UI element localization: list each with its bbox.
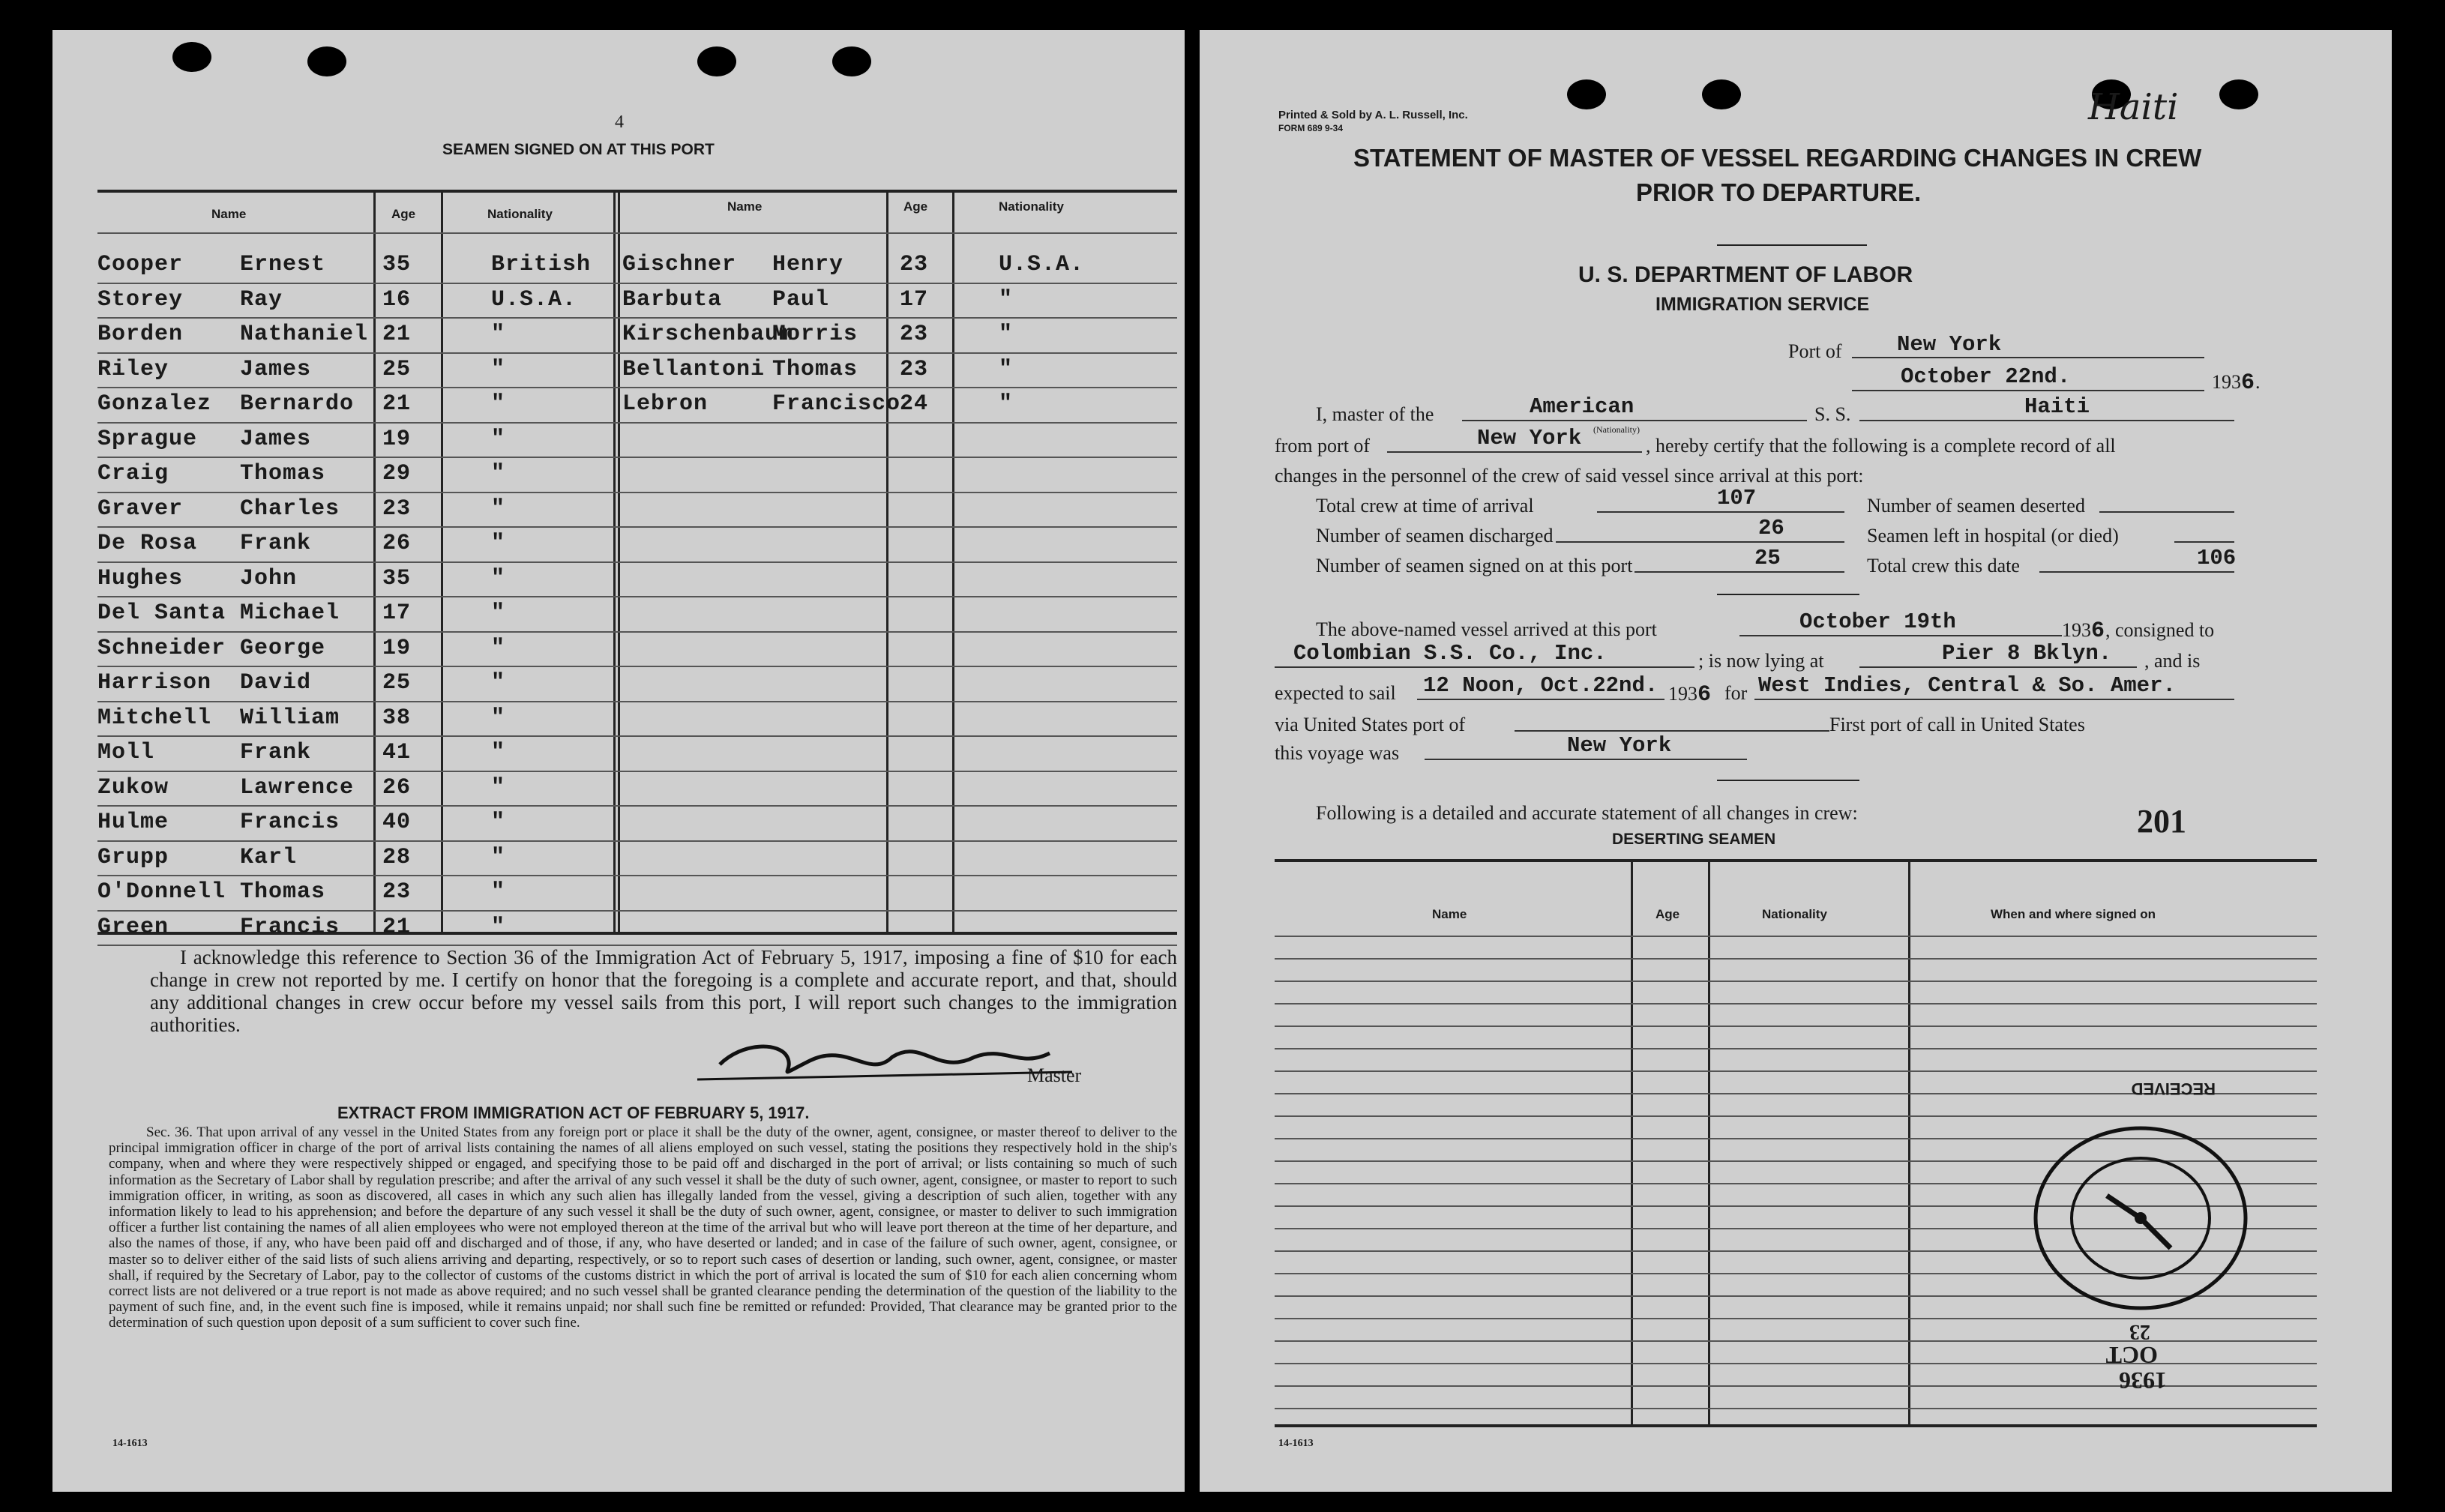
seaman-nationality: "	[491, 600, 506, 626]
seaman-nationality: "	[491, 565, 506, 591]
seaman-nationality: "	[491, 356, 506, 382]
row-rule	[97, 771, 1177, 772]
seaman-age: 23	[900, 252, 929, 277]
seaman-age: 26	[382, 531, 412, 556]
seaman-age: 19	[382, 635, 412, 661]
seaman-last-name: Barbuta	[622, 286, 723, 313]
form-number: FORM 689 9-34	[1278, 123, 1344, 133]
seaman-nationality: "	[999, 322, 1014, 347]
expected-value: 12 Noon, Oct.22nd.	[1423, 673, 1658, 698]
page-number: 4	[615, 112, 624, 132]
seaman-first-name: Ernest	[240, 252, 326, 277]
total-arrival-label: Total crew at time of arrival	[1316, 495, 1534, 516]
seaman-nationality: "	[491, 635, 506, 661]
row-rule	[97, 840, 1177, 842]
seaman-first-name: Henry	[772, 252, 844, 277]
seaman-first-name: George	[240, 635, 326, 661]
underline	[2174, 541, 2234, 543]
nationality-value: American	[1530, 394, 1634, 419]
seaman-last-name: Mitchell	[97, 705, 212, 731]
seaman-last-name: Green	[97, 914, 169, 940]
seaman-nationality: "	[491, 914, 506, 940]
punch-hole	[832, 46, 871, 76]
seaman-nationality: "	[491, 391, 506, 417]
table-row	[1275, 1025, 2317, 1027]
seaman-first-name: Thomas	[240, 879, 326, 905]
lying-value: Pier 8 Bklyn.	[1942, 641, 2112, 666]
seaman-last-name: Graver	[97, 496, 184, 522]
nationality-caption: (Nationality)	[1593, 424, 1640, 435]
seaman-age: 29	[382, 461, 412, 487]
table-top-rule	[97, 190, 1177, 193]
seaman-last-name: Schneider	[97, 635, 226, 661]
seaman-last-name: De Rosa	[97, 531, 198, 556]
seaman-last-name: Zukow	[97, 774, 169, 801]
title-rule	[1717, 244, 1867, 246]
discharged-value: 26	[1758, 516, 1784, 540]
stamp-year: 1936	[2119, 1367, 2167, 1394]
handwritten-note: Haiti	[2088, 86, 2179, 128]
underline	[1852, 390, 2204, 391]
total-date-value: 106	[2197, 546, 2237, 570]
seaman-age: 28	[382, 844, 412, 870]
seaman-last-name: Sprague	[97, 426, 198, 452]
seaman-nationality: "	[491, 774, 506, 801]
seaman-nationality: "	[491, 844, 506, 870]
seaman-last-name: Lebron	[622, 391, 709, 417]
year-prefix: 193	[1668, 683, 1697, 705]
seaman-nationality: "	[491, 705, 506, 731]
consignee-value: Colombian S.S. Co., Inc.	[1293, 641, 1607, 666]
seaman-first-name: James	[240, 426, 312, 452]
seaman-first-name: Francis	[240, 914, 340, 940]
seaman-nationality: "	[491, 879, 506, 905]
seaman-first-name: Frank	[240, 531, 312, 556]
row-rule	[97, 317, 1177, 319]
seaman-last-name: Craig	[97, 461, 169, 487]
deserting-title: DESERTING SEAMEN	[1612, 831, 1776, 848]
seaman-nationality: "	[999, 391, 1014, 417]
punch-hole	[2219, 79, 2258, 109]
arrival-year	[2062, 618, 2214, 644]
seaman-age: 40	[382, 810, 412, 835]
year-digit: 6	[2241, 370, 2256, 396]
row-rule	[97, 352, 1177, 354]
seaman-age: 21	[382, 322, 412, 347]
seaman-nationality: U.S.A.	[491, 286, 577, 313]
year-digit: 6	[1697, 682, 1712, 708]
punch-hole	[697, 46, 736, 76]
seaman-first-name: Lawrence	[240, 774, 355, 801]
header-age: Age	[391, 207, 416, 221]
row-rule	[97, 875, 1177, 876]
table-row	[1275, 1003, 2317, 1005]
seaman-last-name: Del Santa	[97, 600, 226, 626]
punch-hole	[172, 42, 211, 72]
seaman-age: 16	[382, 286, 412, 313]
seaman-nationality: "	[491, 531, 506, 556]
row-rule	[97, 561, 1177, 563]
form-code: 14-1613	[112, 1438, 148, 1449]
seaman-nationality: "	[491, 461, 506, 487]
seaman-nationality: "	[999, 356, 1014, 382]
row-rule	[97, 387, 1177, 388]
stamp-month: OCT	[2105, 1342, 2158, 1369]
seaman-last-name: Hughes	[97, 565, 184, 591]
table-row	[1275, 1048, 2317, 1049]
table-row	[1275, 936, 2317, 937]
discharged-label: Number of seamen discharged	[1316, 525, 1554, 546]
seaman-first-name: Francisco	[772, 391, 901, 417]
via-label: via United States port of	[1275, 714, 1466, 735]
header-rule	[97, 232, 1177, 234]
column-divider	[1708, 859, 1710, 1424]
year-digit: 6	[2091, 618, 2106, 644]
header-name: Name	[211, 207, 247, 221]
underline	[1275, 666, 1694, 668]
ship-name-value: Haiti	[2024, 394, 2090, 419]
seaman-last-name: Borden	[97, 322, 184, 347]
seaman-age: 38	[382, 705, 412, 731]
port-label: Port of	[1788, 340, 1842, 362]
row-rule	[97, 910, 1177, 912]
seaman-first-name: Michael	[240, 600, 340, 626]
port-value: New York	[1897, 332, 2002, 357]
underline	[1852, 357, 2204, 358]
section-title: SEAMEN SIGNED ON AT THIS PORT	[442, 141, 715, 158]
seaman-age: 23	[900, 322, 929, 347]
row-rule	[97, 735, 1177, 737]
underline	[1597, 511, 1844, 513]
column-divider	[1631, 859, 1633, 1424]
seaman-last-name: Riley	[97, 356, 169, 382]
section-rule	[1717, 780, 1859, 781]
seaman-age: 21	[382, 914, 412, 940]
table-row	[1275, 958, 2317, 960]
extract-title: EXTRACT FROM IMMIGRATION ACT OF FEBRUARY 5, 1917.	[337, 1103, 810, 1122]
table-row	[1275, 981, 2317, 982]
received-stamp	[2017, 1064, 2264, 1394]
underline	[1739, 635, 2062, 636]
seaman-age: 25	[382, 356, 412, 382]
signed-on-label: Number of seamen signed on at this port	[1316, 555, 1633, 576]
seaman-last-name: Cooper	[97, 252, 184, 277]
seaman-first-name: Thomas	[240, 461, 326, 487]
header-name: Name	[727, 199, 763, 214]
signed-on-value: 25	[1754, 546, 1781, 570]
underline	[1387, 451, 1642, 453]
ss-label: S. S.	[1814, 403, 1851, 425]
row-rule	[97, 283, 1177, 284]
expected-label: expected to sail	[1275, 682, 1396, 704]
column-divider	[1908, 859, 1910, 1424]
seaman-age: 17	[382, 600, 412, 626]
lying-label: ; is now lying at	[1698, 650, 1824, 672]
table-bottom-rule	[1275, 1424, 2317, 1427]
seaman-first-name: Morris	[772, 322, 858, 347]
seaman-nationality: "	[491, 322, 506, 347]
seaman-last-name: Bellantoni	[622, 356, 766, 382]
master-label: Master	[1027, 1064, 1082, 1086]
row-rule	[97, 666, 1177, 667]
seaman-last-name: Gischner	[622, 252, 737, 277]
first-port-label: First port of call in United States	[1829, 714, 2085, 735]
header-nationality: Nationality	[999, 199, 1064, 214]
seaman-nationality: "	[491, 670, 506, 696]
date-value: October 22nd.	[1901, 364, 2071, 389]
seaman-first-name: David	[240, 670, 312, 696]
underline	[1515, 730, 1829, 732]
seaman-nationality: "	[491, 810, 506, 835]
row-rule	[97, 631, 1177, 633]
header-nationality: Nationality	[1762, 907, 1827, 921]
header-age: Age	[903, 199, 928, 214]
seaman-first-name: John	[240, 565, 298, 591]
punch-hole	[307, 46, 346, 76]
seaman-nationality: "	[491, 426, 506, 452]
deserted-label: Number of seamen deserted	[1867, 495, 2085, 516]
row-rule	[97, 457, 1177, 458]
seaman-first-name: Charles	[240, 496, 340, 522]
underline	[1462, 420, 1807, 421]
underline	[1754, 699, 2234, 700]
seaman-nationality: "	[491, 496, 506, 522]
page-count: 201	[2137, 803, 2186, 840]
seaman-age: 24	[900, 391, 929, 417]
and-is-text: , and is	[2144, 650, 2201, 672]
seaman-last-name: Moll	[97, 740, 155, 765]
seaman-first-name: James	[240, 356, 312, 382]
seaman-first-name: Thomas	[772, 356, 858, 382]
seaman-age: 26	[382, 774, 412, 801]
underline	[1859, 420, 2234, 421]
seaman-last-name: Grupp	[97, 844, 169, 870]
seaman-first-name: Karl	[240, 844, 298, 870]
right-page	[1200, 30, 2392, 1492]
voyage-value: New York	[1567, 733, 1672, 758]
seaman-last-name: O'Donnell	[97, 879, 226, 905]
acknowledgement-paragraph: I acknowledge this reference to Section 36 of the Immigration Act of February 5, 1917, imposing a fine of $10 for each change in crew not reported by me. I certify on honor that the foregoing is a complete and accurate report, and that, should any additional changes in crew occur before my vessel sails from this port, I will report such changes to the immigration authorities.	[150, 946, 1177, 1036]
row-rule	[97, 492, 1177, 493]
seaman-nationality: "	[491, 740, 506, 765]
sail-year	[1668, 682, 1712, 708]
table-row	[1275, 1408, 2317, 1409]
underline	[1859, 666, 2137, 668]
from-port-label: from port of	[1275, 435, 1371, 457]
seaman-age: 21	[382, 391, 412, 417]
section-rule	[1717, 594, 1859, 595]
table-top-rule	[1275, 859, 2317, 862]
from-port-value: New York	[1477, 426, 1582, 451]
arrived-label: The above-named vessel arrived at this port	[1316, 618, 1657, 640]
punch-hole	[1567, 79, 1606, 109]
underline	[1417, 699, 1664, 700]
header-age: Age	[1655, 907, 1680, 921]
seaman-last-name: Harrison	[97, 670, 212, 696]
header-nationality: Nationality	[487, 207, 553, 221]
underline	[2039, 571, 2234, 573]
form-title-line-2: PRIOR TO DEPARTURE.	[1636, 178, 1922, 206]
certify-text: , hereby certify that the following is a complete record of all	[1646, 435, 2116, 457]
seaman-last-name: Kirschenbaum	[622, 322, 794, 347]
hospital-label: Seamen left in hospital (or died)	[1867, 525, 2119, 546]
year-prefix: 193	[2212, 371, 2241, 393]
printer-line: Printed & Sold by A. L. Russell, Inc.	[1278, 109, 1468, 121]
seaman-last-name: Gonzalez	[97, 391, 212, 417]
seaman-age: 19	[382, 426, 412, 452]
underline	[1634, 571, 1844, 573]
seaman-age: 23	[900, 356, 929, 382]
row-rule	[97, 422, 1177, 424]
seaman-nationality: U.S.A.	[999, 252, 1085, 277]
seaman-first-name: Frank	[240, 740, 312, 765]
changes-text: changes in the personnel of the crew of said vessel since arrival at this port:	[1275, 465, 1864, 487]
seaman-first-name: Bernardo	[240, 391, 355, 417]
seaman-age: 17	[900, 286, 929, 313]
extract-text: Sec. 36. That upon arrival of any vessel in the United States from any foreign port or place it shall be the duty of the owner, agent, consignee, or master thereof to deliver to the principal immigration officer in charge of the port of arrival lists containing the names of all aliens employed on such vessel, stating the positions they respectively hold in the ship's company, when and where they were respectively shipped or engaged, and specifying those to be paid off and discharged in the port of arrival; or lists containing so much of such information as the Secretary of Labor shall by regulation prescribe; and after the arrival of any such vessel it shall be the duty of such owner, agent, consignee, or master to report to such immigration officer, in writing, as soon as discovered, all cases in which any such alien has illegally landed from the vessel, giving a description of such alien, together with any information likely to lead to his apprehension; and before the departure of any such vessel it shall be the duty of such owner, agent, consignee, or master to deliver to such immigration officer a further list containing the names of all alien employees who were not employed thereon at the time of the arrival but who will leave port thereon at the time of her departure, and also the names of those, if any, who have been paid off and discharged and of those, if any, who have deserted or landed; and in case of the failure of such owner, agent, consignee, or master so to deliver either of the said lists of such aliens arriving and departing, respectively, or so to report such cases of desertion or landing, such owner, agent, consignee, or master shall, if required by the Secretary of Labor, pay to the collector of customs of the customs district in which the port of arrival is located the sum of $10 for each alien concerning whom correct lists are not delivered or a true report is not made as above required; and no such vessel shall be granted clearance pending the determination of the question of the liability to the payment of such fine, and, in the event such fine is imposed, while it remains unpaid; nor shall such fine be remitted or refunded: Provided, That clearance may be granted prior to the determination of such question upon deposit of a sum sufficient to cover such fine.	[109, 1124, 1177, 1331]
row-rule	[97, 805, 1177, 807]
seaman-first-name: Ray	[240, 286, 283, 313]
form-code: 14-1613	[1278, 1438, 1314, 1449]
for-label: for	[1724, 682, 1748, 704]
total-arrival-value: 107	[1717, 486, 1757, 510]
form-title-line-1: STATEMENT OF MASTER OF VESSEL REGARDING CHANGES IN CREW	[1353, 144, 2202, 172]
seaman-last-name: Hulme	[97, 810, 169, 835]
row-rule	[97, 596, 1177, 597]
seaman-first-name: William	[240, 705, 340, 731]
row-rule	[97, 701, 1177, 702]
row-rule	[97, 526, 1177, 528]
underline	[1425, 759, 1747, 760]
punch-hole	[1702, 79, 1741, 109]
seaman-age: 25	[382, 670, 412, 696]
year-line: 1936.	[2212, 370, 2261, 396]
stamp-received: RECEIVED	[2131, 1079, 2216, 1098]
voyage-label: this voyage was	[1275, 742, 1400, 764]
header-when: When and where signed on	[1991, 907, 2156, 921]
seaman-nationality: British	[491, 252, 592, 277]
seaman-age: 35	[382, 252, 412, 277]
seaman-first-name: Nathaniel	[240, 322, 369, 347]
underline	[2099, 511, 2234, 513]
department: U. S. DEPARTMENT OF LABOR	[1578, 262, 1913, 287]
following-text: Following is a detailed and accurate statement of all changes in crew:	[1316, 802, 1858, 824]
stamp-day: 23	[2129, 1320, 2150, 1343]
consigned-text: , consigned to	[2105, 619, 2215, 641]
destination-value: West Indies, Central & So. Amer.	[1758, 673, 2176, 698]
header-name: Name	[1432, 907, 1467, 921]
left-page	[52, 30, 1185, 1492]
seaman-age: 41	[382, 740, 412, 765]
seaman-first-name: Paul	[772, 286, 830, 313]
service: IMMIGRATION SERVICE	[1655, 294, 1870, 315]
seaman-age: 23	[382, 879, 412, 905]
seaman-age: 35	[382, 565, 412, 591]
seaman-last-name: Storey	[97, 286, 184, 313]
stamp-clock-icon	[2028, 1121, 2253, 1316]
arrived-value: October 19th	[1799, 609, 1956, 634]
year-prefix: 193	[2062, 619, 2091, 641]
seaman-age: 23	[382, 496, 412, 522]
underline	[1556, 541, 1844, 543]
total-date-label: Total crew this date	[1867, 555, 2020, 576]
seaman-first-name: Francis	[240, 810, 340, 835]
seaman-nationality: "	[999, 286, 1014, 313]
master-label: I, master of the	[1316, 403, 1434, 425]
